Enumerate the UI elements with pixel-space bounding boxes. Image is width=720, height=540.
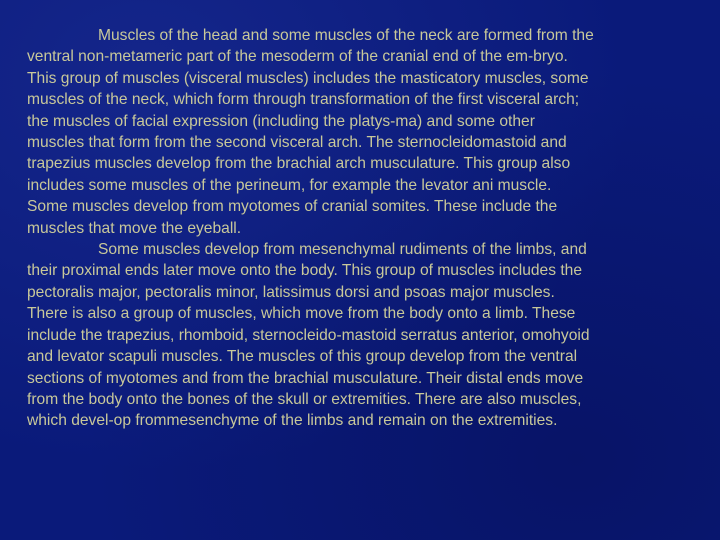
text-line: their proximal ends later move onto the body. This group of muscles includes the bbox=[27, 262, 583, 280]
text-line: which devel-op frommesenchyme of the limbs and remain on the extremities. bbox=[27, 412, 558, 430]
text-line: Muscles of the head and some muscles of the neck are formed from the bbox=[98, 27, 594, 44]
text-line: There is also a group of muscles, which move from the body onto a limb. These bbox=[27, 305, 576, 323]
text-line: the muscles of facial expression (including the platys-ma) and some other bbox=[27, 112, 535, 130]
text-line: This group of muscles (visceral muscles) includes the masticatory muscles, some bbox=[27, 69, 589, 87]
text-line: pectoralis major, pectoralis minor, latissimus dorsi and psoas major muscles. bbox=[27, 283, 555, 301]
text-line: and levator scapuli muscles. The muscles of this group develop from the ventral bbox=[27, 348, 578, 366]
text-line: include the trapezius, rhomboid, sternocleido-mastoid serratus anterior, omohyoid bbox=[27, 326, 590, 344]
text-line: ventral non-metameric part of the mesoderm of the cranial end of the em-bryo. bbox=[27, 48, 568, 66]
text-line: includes some muscles of the perineum, for example the levator ani muscle. bbox=[27, 176, 552, 194]
text-line: trapezius muscles develop from the brachial arch musculature. This group also bbox=[27, 155, 571, 173]
text-line: muscles of the neck, which form through transformation of the first visceral arch; bbox=[27, 91, 580, 109]
text-line: Some muscles develop from myotomes of cranial somites. These include the bbox=[27, 198, 558, 216]
text-line: from the body onto the bones of the skull or extremities. There are also muscles, bbox=[27, 390, 582, 408]
paragraph-1 bbox=[27, 25, 687, 239]
text-line: muscles that form from the second visceral arch. The sternocleidomastoid and bbox=[27, 134, 567, 152]
text-line: sections of myotomes and from the brachial musculature. Their distal ends move bbox=[27, 369, 584, 387]
text-line: muscles that move the eyeball. bbox=[27, 219, 242, 237]
text-line: Some muscles develop from mesenchymal rudiments of the limbs, and bbox=[98, 241, 587, 259]
body-text bbox=[27, 25, 687, 432]
paragraph-2 bbox=[27, 239, 687, 432]
